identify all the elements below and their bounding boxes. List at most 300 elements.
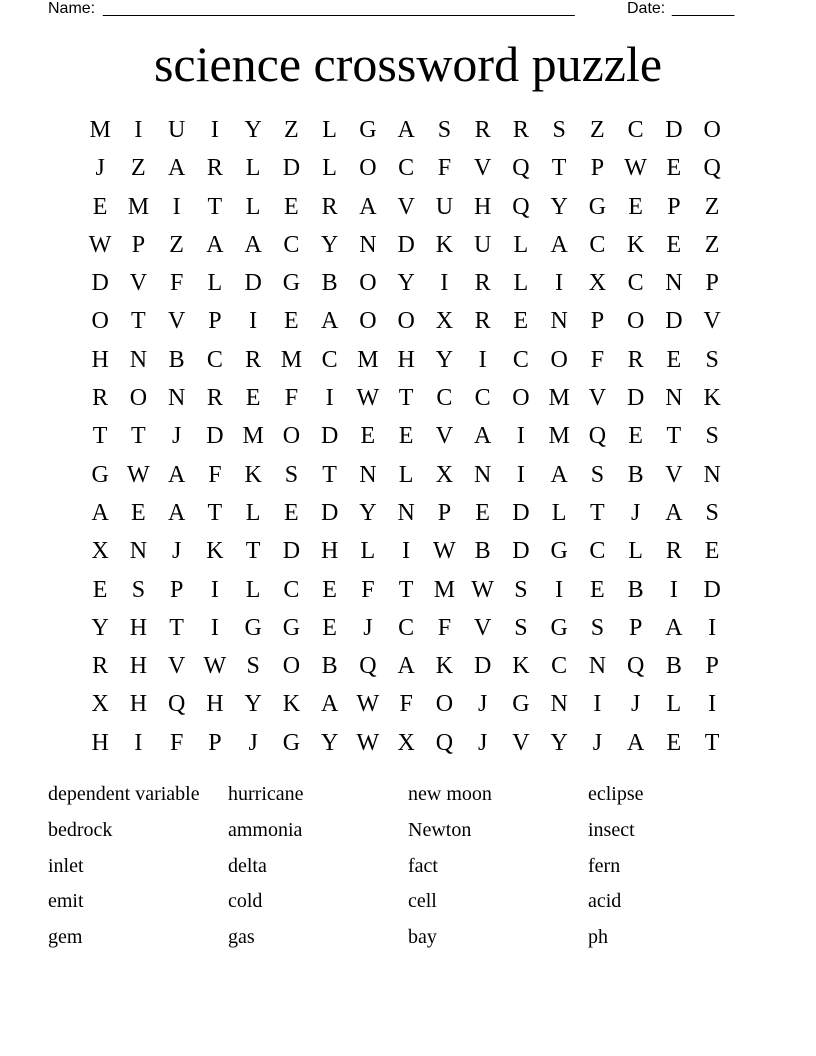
grid-letter: G: [550, 538, 568, 565]
grid-letter: G: [282, 614, 301, 641]
grid-letter: A: [550, 461, 568, 488]
grid-letter: Y: [320, 729, 339, 756]
grid-letter: Q: [626, 653, 645, 680]
grid-letter: E: [360, 423, 376, 450]
word-bank-item: fact: [408, 854, 438, 877]
grid-letter: N: [665, 270, 683, 297]
grid-letter: C: [398, 614, 415, 641]
grid-letter: O: [359, 270, 377, 297]
grid-letter: B: [665, 653, 682, 680]
grid-letter: C: [551, 653, 568, 680]
grid-letter: B: [168, 346, 185, 373]
word-bank: [48, 777, 768, 956]
grid-letter: V: [703, 308, 721, 335]
grid-letter: T: [131, 308, 146, 335]
grid-letter: R: [321, 193, 338, 220]
grid-letter: H: [473, 193, 492, 220]
grid-letter: Z: [704, 193, 720, 220]
grid-letter: A: [397, 117, 415, 143]
word-bank-item: eclipse: [588, 783, 644, 805]
grid-letter: E: [284, 499, 299, 526]
grid-letter: A: [167, 461, 186, 488]
grid-letter: S: [705, 346, 719, 373]
grid-letter: T: [207, 193, 223, 220]
grid-letter: I: [134, 117, 143, 143]
grid-letter: G: [359, 117, 377, 143]
grid-letter: D: [512, 538, 530, 565]
grid-letter: L: [207, 270, 223, 297]
grid-letter: S: [437, 117, 452, 143]
name-blank-line: _____________________________________________________: [103, 0, 575, 17]
grid-letter: C: [474, 385, 491, 412]
grid-letter: I: [402, 538, 411, 565]
grid-letter: F: [208, 461, 222, 488]
grid-letter: N: [550, 691, 568, 718]
grid-letter: J: [171, 538, 182, 565]
grid-letter: F: [590, 346, 605, 373]
grid-letter: M: [280, 346, 303, 373]
grid-letter: N: [703, 461, 721, 488]
grid-letter: K: [435, 231, 454, 258]
grid-letter: E: [628, 423, 643, 450]
grid-letter: E: [92, 576, 108, 603]
grid-letter: Y: [397, 270, 415, 297]
grid-letter: I: [134, 729, 143, 756]
word-bank-item: emit: [48, 890, 84, 913]
grid-letter: Y: [244, 117, 262, 143]
grid-letter: P: [667, 193, 681, 220]
grid-letter: H: [320, 538, 339, 565]
grid-letter: K: [206, 538, 224, 565]
grid-letter: I: [708, 691, 717, 718]
grid-letter: T: [169, 614, 184, 641]
grid-letter: L: [628, 538, 643, 565]
grid-letter: D: [512, 499, 530, 526]
grid-letter: Y: [244, 691, 262, 718]
grid-letter: X: [91, 691, 109, 718]
grid-letter: S: [590, 461, 605, 488]
grid-letter: B: [321, 270, 338, 297]
word-bank-item: bay: [408, 926, 437, 949]
grid-letter: A: [473, 423, 492, 450]
grid-letter: T: [398, 576, 414, 603]
grid-letter: L: [513, 270, 529, 297]
grid-letter: E: [284, 193, 299, 220]
grid-letter: D: [665, 308, 683, 335]
header: [48, 0, 748, 20]
word-bank-item: bedrock: [48, 818, 113, 841]
grid-letter: H: [129, 653, 148, 680]
grid-letter: B: [627, 576, 644, 603]
grid-letter: Q: [359, 653, 377, 680]
grid-letter: O: [435, 691, 454, 718]
grid-letter: J: [477, 729, 488, 756]
grid-letter: E: [322, 614, 337, 641]
grid-letter: G: [91, 461, 109, 488]
grid-letter: Y: [91, 614, 109, 641]
grid-letter: I: [593, 691, 602, 718]
grid-letter: I: [478, 346, 487, 373]
grid-letter: N: [129, 346, 148, 373]
grid-letter: P: [705, 270, 719, 297]
grid-letter: I: [172, 193, 181, 220]
grid-letter: R: [627, 346, 644, 373]
name-label: Name:: [48, 0, 96, 17]
grid-letter: N: [359, 231, 377, 258]
grid-letter: G: [512, 691, 530, 718]
grid-letter: I: [325, 385, 334, 412]
grid-letter: O: [282, 423, 301, 450]
grid-letter: F: [361, 576, 375, 603]
grid-letter: K: [435, 653, 454, 680]
grid-letter: I: [249, 308, 258, 335]
grid-letter: H: [91, 729, 109, 756]
grid-letter: P: [590, 308, 605, 335]
grid-letter: J: [363, 614, 373, 641]
grid-letter: D: [665, 117, 683, 143]
grid-letter: R: [206, 385, 223, 412]
word-bank-item: acid: [588, 890, 622, 913]
grid-letter: Z: [131, 155, 146, 182]
grid-letter: H: [129, 691, 148, 718]
grid-letter: L: [398, 461, 414, 488]
grid-letter: O: [359, 308, 377, 335]
grid-letter: T: [207, 499, 223, 526]
grid-letter: C: [512, 346, 529, 373]
grid-letter: R: [665, 538, 682, 565]
grid-letter: M: [548, 385, 570, 412]
grid-letter: W: [203, 653, 227, 680]
grid-letter: D: [397, 231, 415, 258]
grid-letter: P: [437, 499, 452, 526]
word-bank-item: delta: [228, 854, 267, 877]
word-bank-item: cell: [408, 890, 437, 913]
grid-letter: P: [208, 729, 222, 756]
grid-letter: Y: [435, 346, 454, 373]
grid-letter: N: [550, 308, 568, 335]
grid-letter: A: [320, 308, 339, 335]
grid-letter: W: [356, 729, 380, 756]
grid-letter: X: [435, 461, 454, 488]
word-bank-item: inlet: [48, 854, 84, 877]
grid-letter: K: [282, 691, 301, 718]
grid-letter: V: [473, 155, 492, 182]
grid-letter: A: [359, 193, 377, 220]
grid-letter: Q: [512, 193, 530, 220]
grid-letter: K: [512, 653, 530, 680]
grid-letter: L: [245, 576, 261, 603]
grid-letter: J: [95, 155, 105, 182]
grid-letter: K: [626, 231, 645, 258]
grid-letter: I: [708, 614, 717, 641]
grid-letter: V: [473, 614, 492, 641]
grid-letter: J: [477, 691, 488, 718]
grid-letter: S: [705, 499, 719, 526]
grid-letter: D: [91, 270, 109, 297]
grid-letter: R: [92, 385, 109, 412]
word-bank-item: ph: [588, 926, 608, 949]
grid-letter: L: [322, 117, 337, 143]
grid-letter: A: [397, 653, 415, 680]
date-blank-line: _______: [672, 0, 735, 17]
date-label: Date:: [627, 0, 666, 17]
grid-letter: X: [397, 729, 415, 756]
word-bank-item: cold: [228, 890, 263, 913]
grid-letter: C: [321, 346, 338, 373]
grid-letter: C: [589, 538, 606, 565]
grid-letter: M: [357, 346, 379, 373]
word-bank-item: Newton: [408, 818, 472, 841]
grid-letter: W: [127, 461, 150, 488]
grid-letter: R: [92, 653, 109, 680]
grid-letter: J: [171, 423, 182, 450]
grid-letter: W: [624, 155, 647, 182]
grid-letter: G: [588, 193, 607, 220]
grid-letter: H: [91, 346, 109, 373]
grid-letter: A: [167, 499, 186, 526]
grid-letter: B: [474, 538, 491, 565]
grid-letter: T: [245, 538, 261, 565]
grid-letter: O: [703, 117, 721, 143]
grid-letter: A: [550, 231, 568, 258]
grid-letter: D: [244, 270, 262, 297]
grid-letter: X: [91, 538, 109, 565]
grid-letter: T: [590, 499, 605, 526]
grid-letter: F: [284, 385, 299, 412]
grid-letter: V: [512, 729, 530, 756]
grid-letter: Q: [435, 729, 454, 756]
grid-letter: Q: [167, 691, 186, 718]
grid-letter: R: [206, 155, 223, 182]
grid-letter: I: [669, 576, 678, 603]
grid-letter: C: [627, 117, 644, 143]
grid-letter: B: [321, 653, 338, 680]
grid-letter: A: [206, 231, 224, 258]
grid-letter: A: [91, 499, 109, 526]
grid-letter: M: [89, 117, 111, 143]
grid-letter: D: [703, 576, 721, 603]
grid-letter: V: [167, 308, 186, 335]
grid-letter: V: [167, 653, 186, 680]
grid-letter: V: [129, 270, 148, 297]
grid-letter: P: [628, 614, 643, 641]
grid-letter: F: [169, 729, 184, 756]
grid-letter: C: [398, 155, 415, 182]
grid-letter: Y: [320, 231, 339, 258]
grid-letter: E: [475, 499, 490, 526]
grid-letter: H: [129, 614, 148, 641]
grid-letter: N: [359, 461, 377, 488]
grid-letter: E: [666, 231, 682, 258]
grid-letter: S: [552, 117, 566, 143]
grid-letter: N: [665, 385, 683, 412]
grid-letter: E: [322, 576, 337, 603]
grid-letter: I: [210, 614, 219, 641]
grid-letter: S: [284, 461, 299, 488]
grid-letter: F: [437, 155, 452, 182]
grid-letter: R: [474, 308, 491, 335]
grid-letter: W: [88, 231, 112, 258]
grid-letter: O: [359, 155, 377, 182]
grid-letter: O: [129, 385, 148, 412]
word-bank-item: gas: [228, 926, 255, 949]
grid-letter: E: [666, 729, 682, 756]
grid-letter: R: [474, 270, 491, 297]
grid-letter: S: [705, 423, 719, 450]
grid-letter: X: [435, 308, 454, 335]
grid-letter: P: [705, 653, 719, 680]
grid-letter: Q: [588, 423, 607, 450]
grid-letter: U: [167, 117, 186, 143]
grid-letter: C: [283, 576, 300, 603]
grid-letter: P: [131, 231, 146, 258]
grid-letter: L: [551, 499, 567, 526]
grid-letter: C: [627, 270, 644, 297]
grid-letter: A: [244, 231, 262, 258]
grid-letter: V: [397, 193, 415, 220]
grid-letter: L: [360, 538, 376, 565]
grid-letter: M: [548, 423, 570, 450]
grid-letter: E: [92, 193, 108, 220]
grid-letter: D: [206, 423, 224, 450]
grid-letter: I: [555, 576, 564, 603]
grid-letter: N: [397, 499, 415, 526]
grid-letter: Q: [703, 155, 721, 182]
grid-letter: M: [127, 193, 150, 220]
grid-letter: W: [471, 576, 494, 603]
grid-letter: Z: [169, 231, 184, 258]
grid-letter: S: [246, 653, 260, 680]
grid-letter: C: [436, 385, 453, 412]
word-bank-item: ammonia: [228, 818, 303, 841]
grid-letter: W: [356, 385, 380, 412]
word-bank-item: hurricane: [228, 783, 304, 805]
grid-letter: Z: [284, 117, 299, 143]
grid-letter: A: [665, 499, 683, 526]
grid-letter: T: [551, 155, 567, 182]
grid-letter: M: [242, 423, 264, 450]
grid-letter: J: [592, 729, 603, 756]
grid-letter: D: [626, 385, 645, 412]
grid-letter: O: [397, 308, 415, 335]
grid-letter: B: [627, 461, 644, 488]
word-bank-item: fern: [588, 854, 621, 877]
word-bank-item: dependent variable: [48, 783, 200, 805]
grid-letter: H: [397, 346, 415, 373]
grid-letter: C: [283, 231, 300, 258]
grid-letter: D: [320, 499, 339, 526]
grid-letter: Y: [550, 729, 568, 756]
grid-letter: G: [282, 270, 301, 297]
grid-letter: D: [320, 423, 339, 450]
grid-letter: G: [282, 729, 301, 756]
grid-letter: C: [206, 346, 223, 373]
grid-letter: P: [208, 308, 222, 335]
grid-letter: R: [474, 117, 491, 143]
grid-letter: S: [514, 614, 528, 641]
grid-letter: E: [666, 155, 682, 182]
grid-letter: T: [92, 423, 108, 450]
grid-letter: T: [131, 423, 146, 450]
grid-letter: T: [666, 423, 682, 450]
grid-letter: D: [473, 653, 492, 680]
grid-letter: O: [282, 653, 301, 680]
grid-letter: N: [473, 461, 492, 488]
grid-letter: A: [665, 614, 683, 641]
grid-letter: D: [282, 155, 301, 182]
grid-letter: W: [433, 538, 456, 565]
grid-letter: J: [248, 729, 258, 756]
grid-letter: S: [514, 576, 528, 603]
grid-letter: H: [206, 691, 224, 718]
grid-letter: A: [626, 729, 645, 756]
grid-letter: I: [516, 423, 525, 450]
grid-letter: A: [320, 691, 339, 718]
grid-letter: E: [666, 346, 682, 373]
word-search-grid: [81, 111, 735, 762]
grid-letter: L: [513, 231, 529, 258]
grid-letter: F: [437, 614, 452, 641]
grid-letter: L: [245, 155, 261, 182]
grid-letter: A: [167, 155, 186, 182]
grid-letter: R: [512, 117, 529, 143]
grid-letter: O: [512, 385, 530, 412]
grid-letter: V: [435, 423, 454, 450]
grid-letter: X: [588, 270, 607, 297]
grid-letter: T: [704, 729, 720, 756]
grid-letter: I: [210, 576, 219, 603]
grid-letter: L: [322, 155, 337, 182]
grid-letter: N: [167, 385, 186, 412]
page-title: science crossword puzzle: [153, 36, 663, 92]
grid-letter: J: [630, 691, 641, 718]
grid-letter: O: [626, 308, 645, 335]
grid-letter: I: [555, 270, 564, 297]
grid-letter: G: [244, 614, 262, 641]
grid-letter: F: [399, 691, 413, 718]
grid-letter: F: [169, 270, 184, 297]
grid-letter: R: [245, 346, 262, 373]
grid-letter: G: [550, 614, 568, 641]
grid-letter: L: [245, 193, 261, 220]
grid-letter: K: [703, 385, 721, 412]
grid-letter: E: [131, 499, 146, 526]
grid-letter: I: [440, 270, 449, 297]
grid-letter: Q: [512, 155, 530, 182]
grid-letter: V: [665, 461, 683, 488]
grid-letter: E: [245, 385, 261, 412]
grid-letter: L: [245, 499, 261, 526]
grid-letter: E: [513, 308, 529, 335]
grid-letter: Y: [550, 193, 568, 220]
grid-letter: T: [398, 385, 414, 412]
grid-letter: S: [590, 614, 605, 641]
grid-letter: U: [435, 193, 454, 220]
grid-letter: I: [210, 117, 219, 143]
grid-letter: E: [398, 423, 414, 450]
grid-letter: D: [282, 538, 301, 565]
grid-letter: E: [590, 576, 605, 603]
grid-letter: P: [590, 155, 605, 182]
grid-letter: S: [131, 576, 146, 603]
grid-letter: N: [588, 653, 607, 680]
grid-letter: C: [589, 231, 606, 258]
grid-letter: U: [473, 231, 492, 258]
grid-letter: K: [244, 461, 262, 488]
grid-letter: I: [516, 461, 525, 488]
word-bank-item: gem: [48, 926, 83, 949]
grid-letter: O: [91, 308, 109, 335]
